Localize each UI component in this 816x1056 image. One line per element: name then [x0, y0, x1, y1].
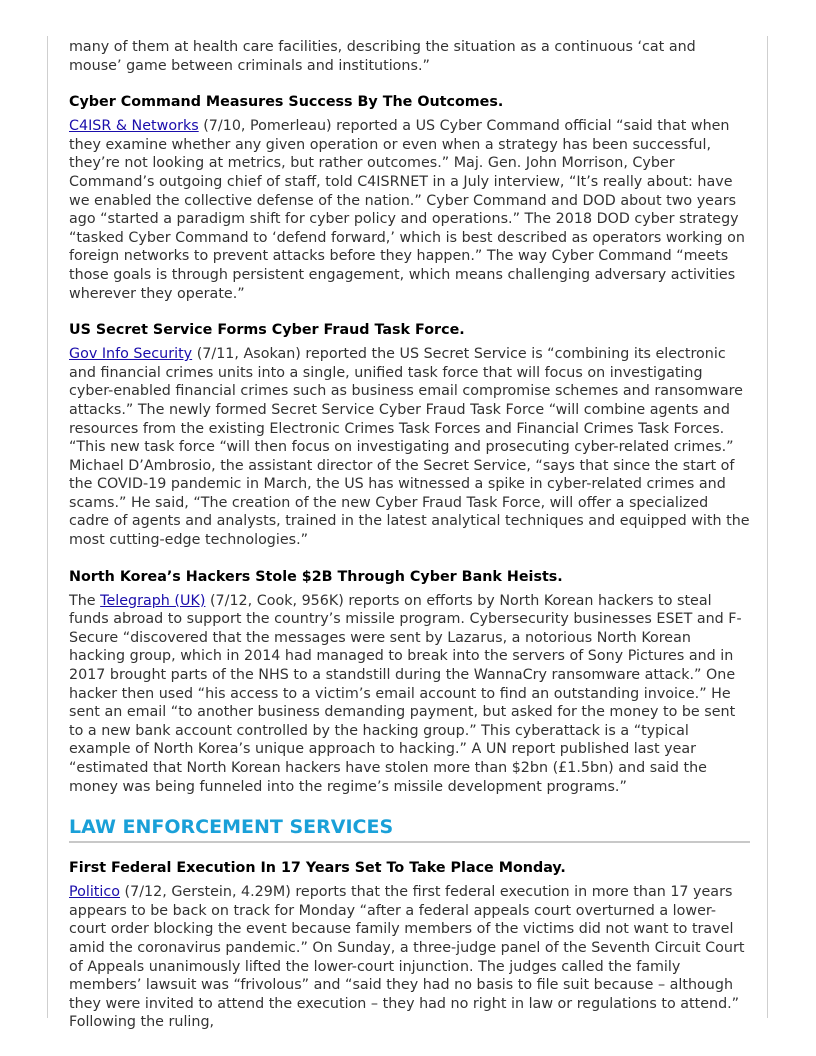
intro-paragraph: many of them at health care facilities, describing the situation as a continuous ‘cat and mouse’ game between criminals and institutions.”	[69, 39, 696, 74]
article-headline: First Federal Execution In 17 Years Set To Take Place Monday.	[69, 860, 566, 877]
article-text: (7/12, Cook, 956K) reports on efforts by North Korean hackers to steal funds abroad to support the country’s missile program. Cybersecurity businesses ESET and F-Secure “discovered that the messages were sent by Lazarus, a notorious North Korean hacking group, which in 2014 had managed to break into the servers of Sony Pictures and in 2017 brought parts of the NHS to a standstill during the WannaCry ransomware attack.” One hacker then used “his access to a victim’s email account to find an outstanding invoice.” He sent an email “to another business demanding payment, but asked for the money to be sent to a new bank account controlled by the hacking group.” This cyberattack is a “typical example of North Korea’s unique approach to hacking.” A UN report published last year “estimated that North Korean hackers have stolen more than $2bn (£1.5bn) and said the money was being funneled into the regime’s missile development programs.”	[69, 592, 742, 795]
article-body	[69, 592, 750, 797]
article-headline: Cyber Command Measures Success By The Outcomes.	[69, 94, 504, 111]
article-cyber-command	[69, 93, 750, 303]
article-secret-service	[69, 321, 750, 550]
article-prefix: The	[69, 592, 101, 609]
article-text: (7/10, Pomerleau) reported a US Cyber Command official “said that when they examine whether any given operation or even when a strategy has been successful, they’re not looking at metrics, but rather outcomes.” Maj. Gen. John Morrison, Cyber Command’s outgoing chief of staff, told C4ISRNET in a July interview, “It’s really about: have we enabled the collective defense of the nation.” Cyber Command and DOD about two years ago “started a paradigm shift for cyber policy and operations.” The 2018 DOD cyber strategy “tasked Cyber Command to ‘defend forward,’ which is best described as operators working on foreign networks to prevent attacks before they happen.” The way Cyber Command “meets those goals is through persistent engagement, which means challenging adversary activities wherever they operate.”	[69, 118, 745, 302]
article-body	[69, 883, 750, 1032]
source-link[interactable]: Politico	[69, 884, 120, 901]
section-heading: LAW ENFORCEMENT SERVICES	[69, 814, 750, 843]
article-body	[69, 117, 750, 303]
source-link[interactable]: Gov Info Security	[69, 346, 193, 363]
article-north-korea	[69, 568, 750, 797]
document-page	[47, 36, 768, 1031]
article-headline: US Secret Service Forms Cyber Fraud Task Force.	[69, 322, 465, 339]
source-link[interactable]: C4ISR & Networks	[69, 118, 199, 135]
source-link[interactable]: Telegraph (UK)	[100, 592, 206, 609]
page-content	[69, 38, 750, 1050]
article-text: (7/11, Asokan) reported the US Secret Service is “combining its electronic and financial crimes units into a single, unified task force that will focus on investigating cyber-enabled financial crimes such as business email compromise schemes and ransomware attacks.” The newly formed Secret Service Cyber Fraud Task Force “will combine agents and resources from the existing Electronic Crimes Task Forces and Financial Crimes Task Forces. “This new task force “will then focus on investigating and prosecuting cyber-related crimes.” Michael D’Ambrosio, the assistant director of the Secret Service, “says that since the start of the COVID-19 pandemic in March, the US has witnessed a spike in cyber-related crimes and scams.” He said, “The creation of the new Cyber Fraud Task Force, will offer a specialized cadre of agents and analysts, trained in the latest analytical techniques and equipped with the most cutting-edge technologies.”	[69, 346, 750, 549]
article-federal-execution	[69, 859, 750, 1032]
article-text: (7/12, Gerstein, 4.29M) reports that the first federal execution in more than 17 years appears to be back on track for Monday “after a federal appeals court overturned a lower-court order blocking the event because family members of the victims did not want to travel amid the coronavirus pandemic.” On Sunday, a three-judge panel of the Seventh Circuit Court of Appeals unanimously lifted the lower-court injunction. The judges called the family members’ lawsuit was “frivolous” and “said they had no basis to file suit because – although they were invited to attend the execution – they had no right in law or regulations to attend.” Following the ruling,	[69, 884, 745, 1031]
article-headline: North Korea’s Hackers Stole $2B Through Cyber Bank Heists.	[69, 568, 563, 585]
article-body	[69, 345, 750, 550]
